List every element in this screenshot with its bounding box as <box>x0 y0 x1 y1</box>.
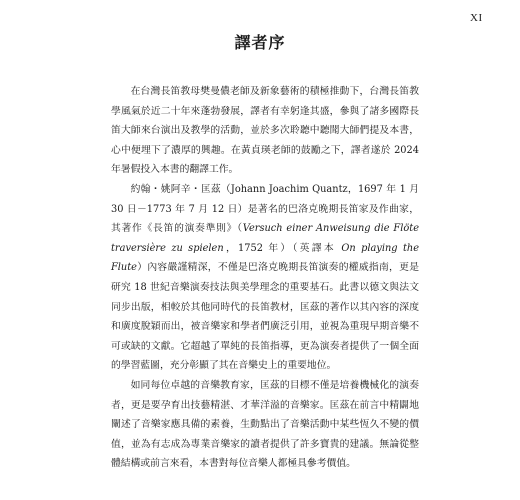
page-title: 譯者序 <box>234 33 286 52</box>
paragraph-1 <box>111 82 419 180</box>
english-book-title: On playing the Flute <box>111 242 420 274</box>
paragraph-2-text-a: 約翰・姚阿辛・匡茲（Johann Joachim Quantz，1697 年 1 月 30 日－1773 年 7 月 12 日）是著名的巴洛克晚期長笛家及作曲家，其著作《長笛的演奏準則》（ <box>111 184 419 235</box>
german-book-title: Versuch einer Anweisung die Flöte traversière zu spielen <box>111 223 419 254</box>
paragraph-3 <box>111 376 419 474</box>
paragraph-3-text: 如同每位卓越的音樂教育家，匡茲的目標不僅是培養機械化的演奏者，更是要孕育出技藝精湛、才華洋溢的音樂家。匡茲在前言中精闢地闡述了音樂家應具備的素養，生動點出了音樂活動中某些恆久不變的價值，並為有志成為專業音樂家的讀者提供了許多寶貴的建議。無論從整體結構或前言來看，本書對每位音樂人都極具參考價值。 <box>111 380 419 470</box>
paragraph-2-text-b: ，1752 年）（英譯本 <box>223 242 342 254</box>
paragraph-1-text: 在台灣長笛教母樊曼儂老師及新象藝術的積極推動下，台灣長笛教學風氣於近二十年來蓬勃發展，譯者有幸躬逢其盛，參與了諸多國際長笛大師來台演出及教學的活動，並於多次聆聽中聽聞大師們提及本書，心中便埋下了濃厚的興趣。在黃貞瑛老師的鼓勵之下，譯者遂於 2024 年暑假投入本書的翻譯工作。 <box>111 86 419 176</box>
page-number: XI <box>470 12 483 24</box>
paragraph-2-text-c: ）內容嚴謹精深，不僅是巴洛克晚期長笛演奏的權威指南，更是研究 18 世紀音樂演奏技法與美學理念的重要基石。此書以德文與法文同步出版，相較於其他同時代的長笛教材，匡茲的著作以其內容的深度和廣度脫穎而出，被音樂家和學者們廣泛引用，並視為重現早期音樂不可或缺的文獻。它超越了單純的長笛指導，更為演奏者提供了一個全面的學習藍圖，充分彰顯了其在音樂史上的重要地位。 <box>111 262 419 372</box>
paragraph-2 <box>111 180 419 376</box>
